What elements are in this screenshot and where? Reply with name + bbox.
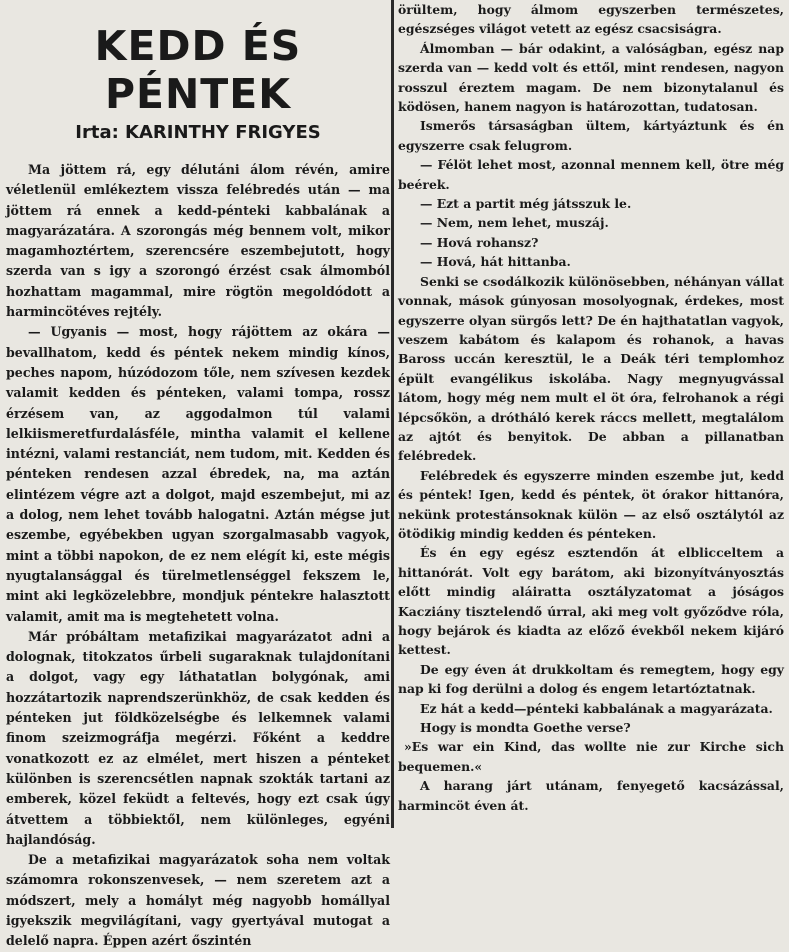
left-column (6, 0, 390, 952)
paragraph: De egy éven át drukkoltam és remegtem, hogy egy nap ki fog derülni a dolog és engem letartóztatnak. (398, 661, 784, 697)
paragraph: örültem, hogy álmom egyszerben természetes, egészséges világot vetett az egész csacsiságra. (398, 2, 784, 37)
article-title: KEDD ÉS PÉNTEK (94, 22, 302, 118)
paragraph: Felébredek és egyszerre minden eszembe jut, kedd és péntek! Igen, kedd és péntek, öt órakor hittanóra, nekünk protestánsoknak külön — az első osztálytól az ötödikig mindig kedden és pénteken. (398, 467, 784, 541)
paragraph: Ma jöttem rá, egy délutáni álom révén, amire véletlenül emlékeztem vissza felébredés után — ma jöttem rá ennek a kedd-pénteki kabbalának a magyarázatára. A szorongás még bennem volt, mikor magamhoztértem, szerencsére eszembejutott, hogy szerda van s igy a szorongó érzést csak álmomból hozhattam magammal, mire rögtön megoldódott a harmincötéves rejtély. (6, 162, 390, 320)
right-column (398, 0, 784, 815)
paragraph: És én egy egész esztendőn át elblicceltem a hittanórát. Volt egy barátom, aki bizonyítványosztás előtt mindig aláiratta osztályzatomat a jóságos Kacziány tisztelendő úrral, aki meg volt győződve róla, hogy bejárok és kiadta az előző évekből nekem kijáró kettest. (398, 545, 784, 658)
paragraph: De a metafizikai magyarázatok soha nem voltak számomra rokonszenvesek, — nem szeretem azt a módszert, mely a homályt még nagyobb homállyal igyekszik megvilágítani, vagy gyertyával mutogat a delelő napra. Éppen azért őszintén (6, 852, 390, 949)
dialogue-line: — Félöt lehet most, azonnal mennem kell, ötre még beérek. (398, 157, 784, 192)
paragraph: A harang járt utánam, fenyegető kacsázással, harmincöt éven át. (398, 778, 784, 813)
column-divider (391, 0, 394, 828)
article-byline: Irta: KARINTHY FRIGYES (75, 122, 321, 143)
paragraph: Álmomban — bár odakint, a valóságban, egész nap szerda van — kedd volt és ettől, mint rendesen, nagyon rosszul éreztem magam. De nem bizonytalanul és ködösen, hanem nagyon is határozottan, tudatosan. (398, 40, 784, 115)
dialogue-line: — Ezt a partit még játsszuk le. (420, 196, 632, 212)
paragraph: Senki se csodálkozik különösebben, néhányan vállat vonnak, mások gúnyosan mosolyognak, érdekes, most egyszerre olyan sürgős lett? De én hajthatatlan vagyok, veszem kabátom és kalapom és rohanok, a havas Baross uccán keresztül, le a Deák téri templomhoz épült evangélikus iskolába. Nagy megnyugvással látom, hogy még nem mult el öt óra, felrohanok a régi lépcsőkön, a drótháló kerek ráccs mellett, megtalálom az ajtót és benyitok. De abban a pillanatban felébredek. (398, 273, 784, 464)
paragraph: Ez hát a kedd—pénteki kabbalának a magyarázata. (420, 700, 773, 716)
verse-quote: »Es war ein Kind, das wollte nie zur Kirche sich bequemen.« (398, 739, 784, 774)
dialogue-line: — Hová rohansz? (420, 234, 539, 250)
dialogue-line: — Hová, hát hittanba. (420, 254, 571, 270)
paragraph: Már próbáltam metafizikai magyarázatot adni a dolognak, titokzatos űrbeli sugaraknak tulajdonítani a dolgot, vagy egy láthatatlan bolygónak, ami hozzátartozik naprendszerünkhöz, de csak kedden és pénteken jut földközelségbe és lelkemnek valami finom szeizmográfja megérzi. Főként a keddre vonatkozott ez az elmélet, mert hiszen a pénteket különben is szerencsétlen napnak szokták tartani az emberek, közel feküdt a feltevés, hogy ezt csak úgy átvettem a többiektől, nem különleges, egyéni hajlandóság. (6, 628, 390, 847)
dialogue-line: — Nem, nem lehet, muszáj. (420, 215, 609, 231)
paragraph: Ismerős társaságban ültem, kártyáztunk és én egyszerre csak felugrom. (398, 118, 784, 153)
paragraph: Hogy is mondta Goethe verse? (420, 720, 631, 736)
paragraph: — Ugyanis — most, hogy rájöttem az okára — bevallhatom, kedd és péntek nekem mindig kínos, peches napom, húzódozom tőle, nem szívesen kezdek valamit kedden és pénteken, valami tompa, rossz érzésem van, az aggodalmon túl valami lelkiismeretfurdalásféle, mintha valamit el kellene intézni, valami restanciát, nem tudom, mit. Kedden és pénteken rendesen azzal ébredek, na, ma aztán elintézem végre azt a dolgot, majd eszembejut, mi az a dolog, nem lehet tovább halogatni. Aztán mégse jut eszembe, egyébekben ugyan szorgalmasabb vagyok, mint a többi napokon, de ez nem elégít ki, este mégis nyugtalansággal és türelmetlenséggel fekszem le, mint aki legközelebbre, mondjuk péntekre halasztott valamit, amit ma is megtehetett volna. (6, 324, 390, 624)
